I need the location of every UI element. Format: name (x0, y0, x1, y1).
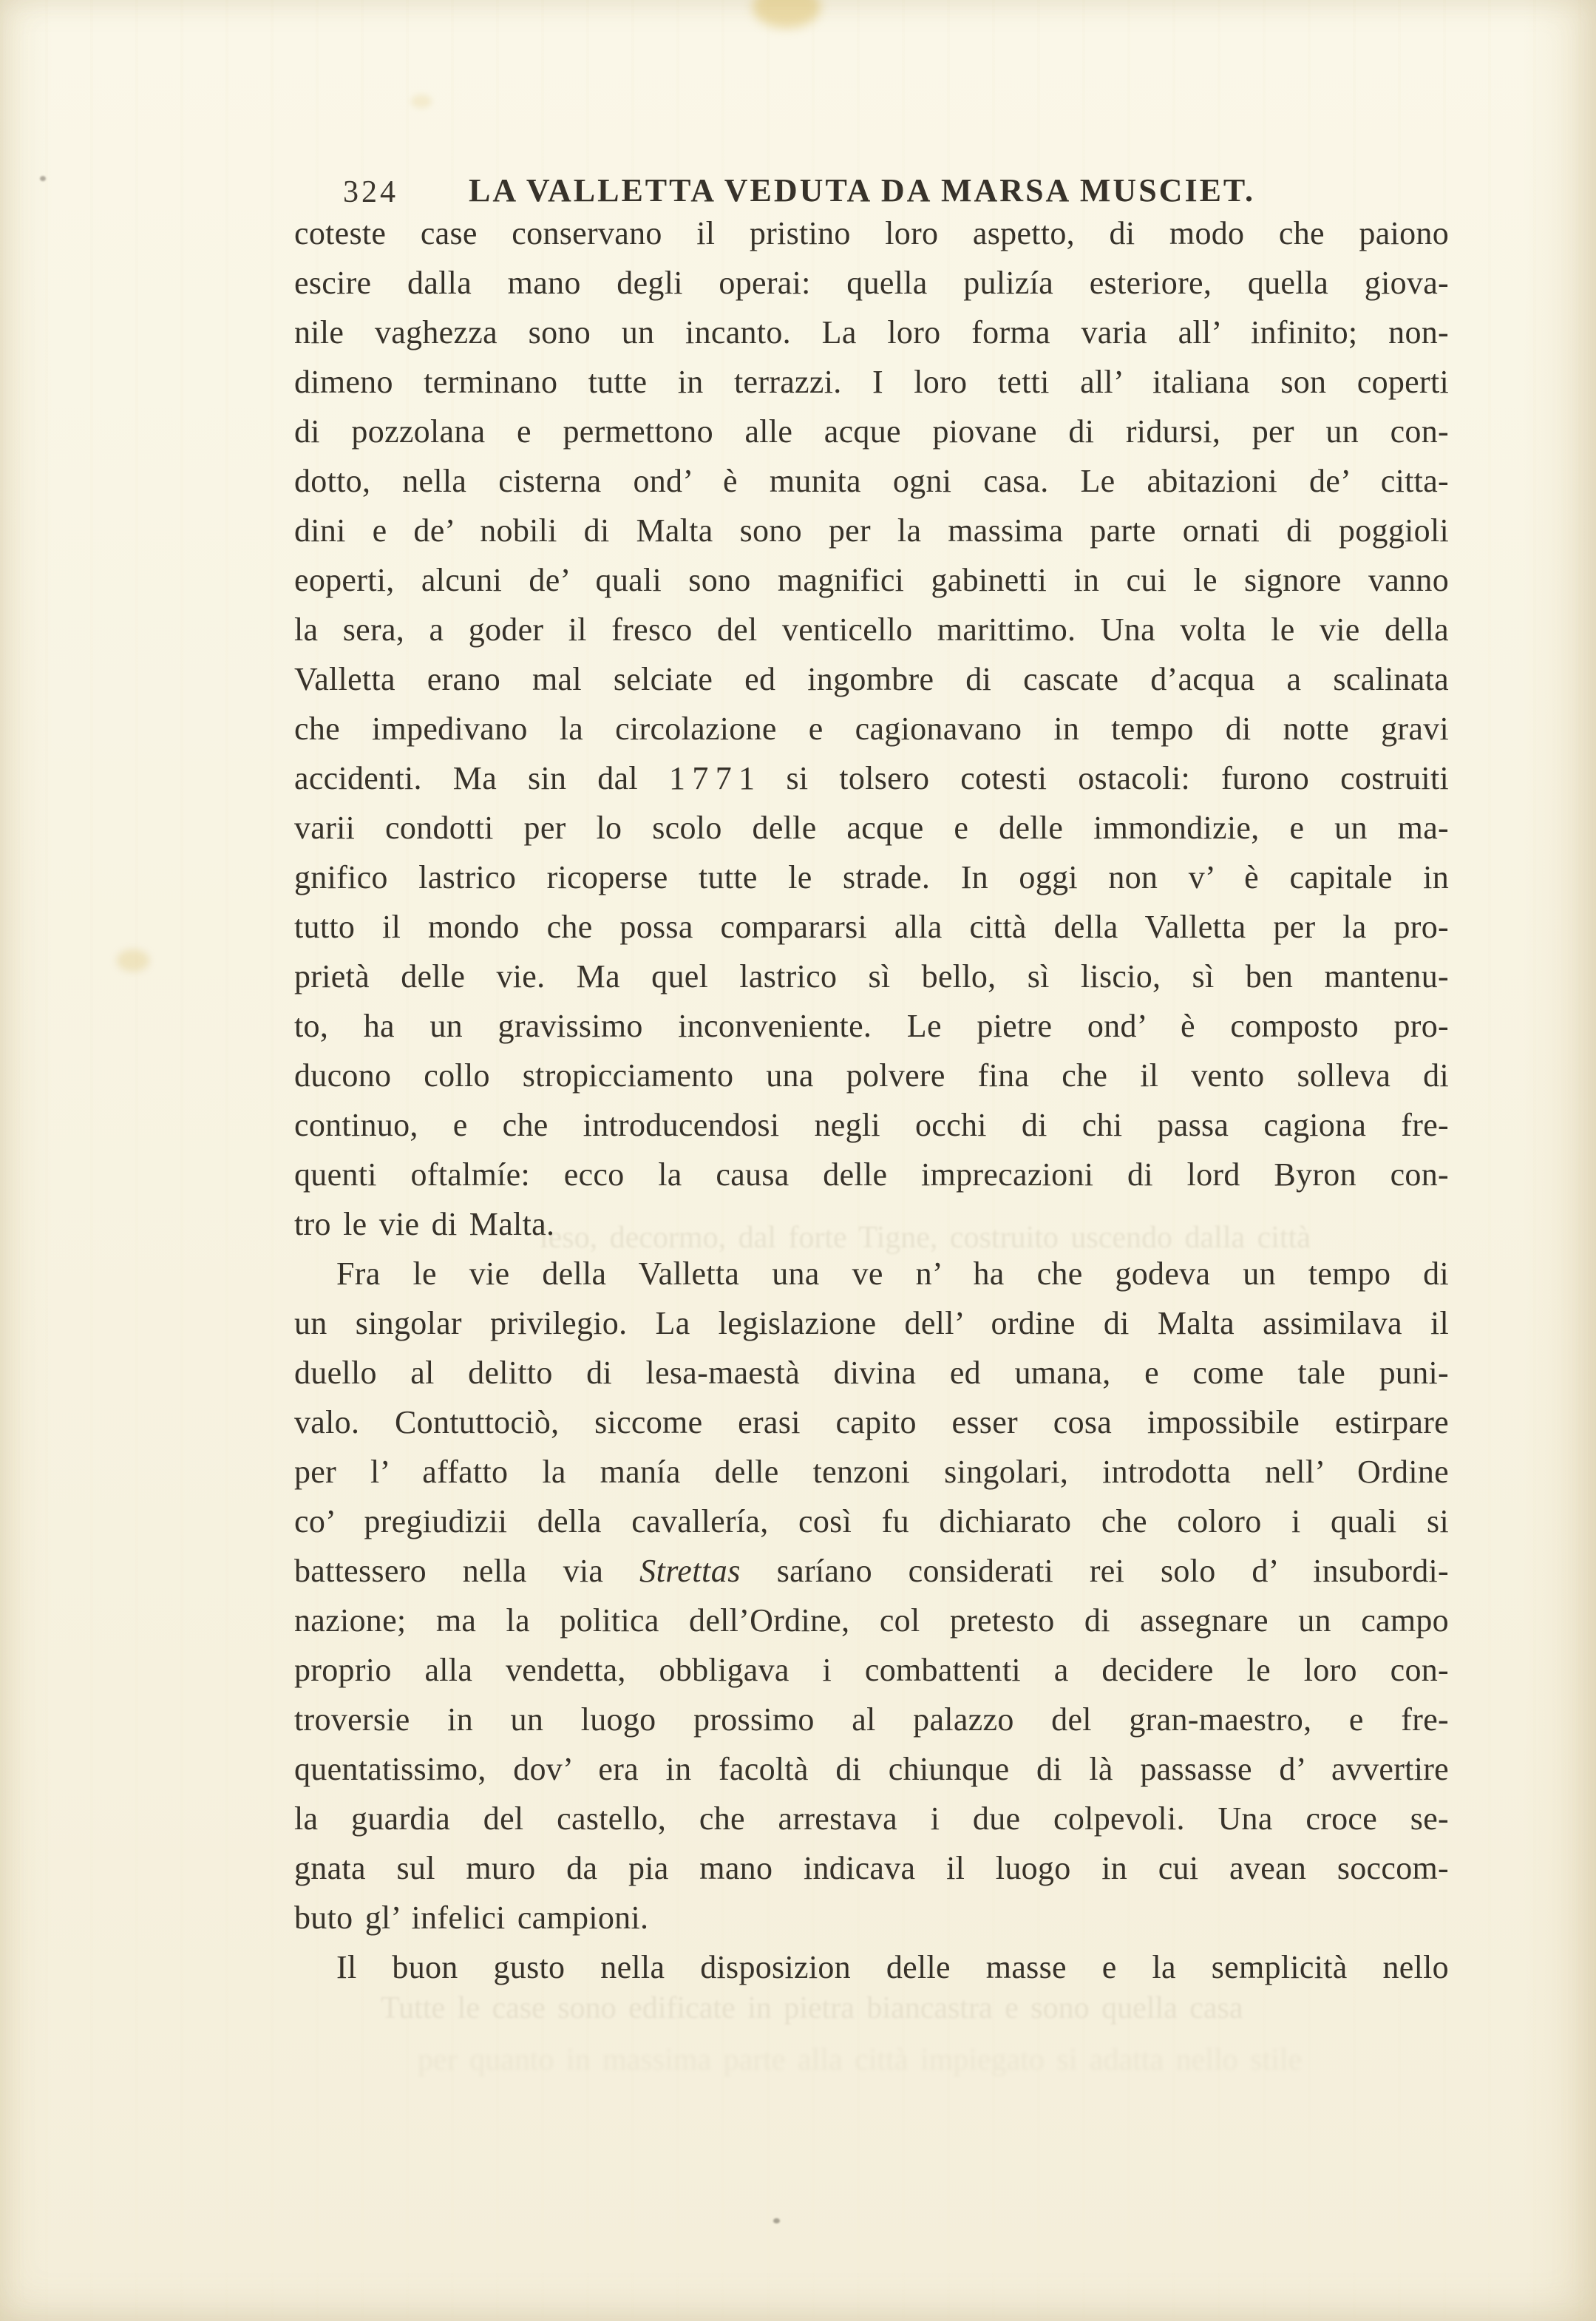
text-line: di pozzolana e permettono alle acque piovane di ridursi, per un con- (294, 413, 1449, 450)
running-title: LA VALLETTA VEDUTA DA MARSA MUSCIET. (468, 172, 1256, 209)
ghost-showthrough-text: leso, decormo, dal forte Tigne, costruito uscendo dalla città (540, 1221, 1311, 1255)
text-line: quentatissimo, dov’ era in facoltà di chiunque di là passasse d’ avvertire (294, 1751, 1449, 1787)
text-line: Il buon gusto nella disposizion delle masse e la semplicità nello (336, 1949, 1449, 1985)
text-line: quenti oftalmíe: ecco la causa delle imprecazioni di lord Byron con- (294, 1156, 1449, 1193)
text-line: to, ha un gravissimo inconveniente. Le pietre ond’ è composto pro- (294, 1008, 1449, 1044)
paper-speck (773, 2218, 780, 2223)
text-line: un singolar privilegio. La legislazione dell’ ordine di Malta assimilava il (294, 1305, 1449, 1341)
text-line: che impedivano la circolazione e cagionavano in tempo di notte gravi (294, 711, 1449, 747)
text-line: la sera, a goder il fresco del venticello marittimo. Una volta le vie della (294, 611, 1449, 648)
text-line: valo. Contuttociò, siccome erasi capito esser cosa impossibile estirpare (294, 1404, 1449, 1440)
text-line: Fra le vie della Valletta una ve n’ ha che godeva un tempo di (336, 1256, 1449, 1292)
paper-speck (40, 176, 46, 181)
ghost-showthrough-text: Tutte le case sono edificate in pietra biancastra e sono quella casa (381, 1991, 1243, 2025)
ghost-showthrough-text: per quanto in massima parte alla città impiegato si adatta nello stile (418, 2043, 1303, 2077)
page-number: 324 (343, 175, 398, 209)
text-line: per l’ affatto la manía delle tenzoni singolari, introdotta nell’ Ordine (294, 1454, 1449, 1490)
text-line: escire dalla mano degli operai: quella pulizía esteriore, quella giova- (294, 265, 1449, 301)
text-line: ducono collo stropicciamento una polvere fina che il vento solleva di (294, 1057, 1449, 1094)
text-line: nile vaghezza sono un incanto. La loro forma varia all’ infinito; non- (294, 314, 1449, 350)
text-line: duello al delitto di lesa-maestà divina ed umana, e come tale puni- (294, 1355, 1449, 1391)
text-line: Valletta erano mal selciate ed ingombre di cascate d’acqua a scalinata (294, 661, 1449, 697)
paper-stain (753, 0, 821, 28)
text-line: proprio alla vendetta, obbligava i combattenti a decidere le loro con- (294, 1652, 1449, 1688)
text-line: eoperti, alcuni de’ quali sono magnifici gabinetti in cui le signore vanno (294, 562, 1449, 598)
text-line: coteste case conservano il pristino loro aspetto, di modo che paiono (294, 215, 1449, 251)
text-line: dimeno terminano tutte in terrazzi. I loro tetti all’ italiana son coperti (294, 364, 1449, 400)
text-line: buto gl’ infelici campioni. (294, 1900, 649, 1936)
text-line: prietà delle vie. Ma quel lastrico sì bello, sì liscio, sì ben mantenu- (294, 958, 1449, 995)
paper-stain (411, 95, 432, 108)
text-line: continuo, e che introducendosi negli occhi di chi passa cagiona fre- (294, 1107, 1449, 1143)
text-line: dini e de’ nobili di Malta sono per la massima parte ornati di poggioli (294, 512, 1449, 549)
paper-stain (117, 949, 149, 972)
text-line: tro le vie di Malta. (294, 1206, 555, 1242)
text-line: accidenti. Ma sin dal 1 7 7 1 si tolsero cotesti ostacoli: furono costruiti (294, 760, 1449, 796)
text-line: varii condotti per lo scolo delle acque e delle immondizie, e un ma- (294, 810, 1449, 846)
text-block (294, 209, 1449, 1992)
text-line: gnifico lastrico ricoperse tutte le strade. In oggi non v’ è capitale in (294, 859, 1449, 895)
text-line: la guardia del castello, che arrestava i due colpevoli. Una croce se- (294, 1800, 1449, 1837)
text-line: battessero nella via Strettas saríano considerati rei solo d’ insubordi- (294, 1553, 1450, 1589)
text-line: nazione; ma la politica dell’Ordine, col pretesto di assegnare un campo (294, 1602, 1449, 1639)
text-line: dotto, nella cisterna ond’ è munita ogni casa. Le abitazioni de’ citta- (294, 463, 1449, 499)
text-line: co’ pregiudizii della cavallería, così fu dichiarato che coloro i quali si (294, 1503, 1449, 1539)
text-line: gnata sul muro da pia mano indicava il luogo in cui avean soccom- (294, 1850, 1449, 1886)
text-line: troversie in un luogo prossimo al palazzo del gran-maestro, e fre- (294, 1701, 1449, 1738)
text-line: tutto il mondo che possa compararsi alla città della Valletta per la pro- (294, 909, 1449, 945)
